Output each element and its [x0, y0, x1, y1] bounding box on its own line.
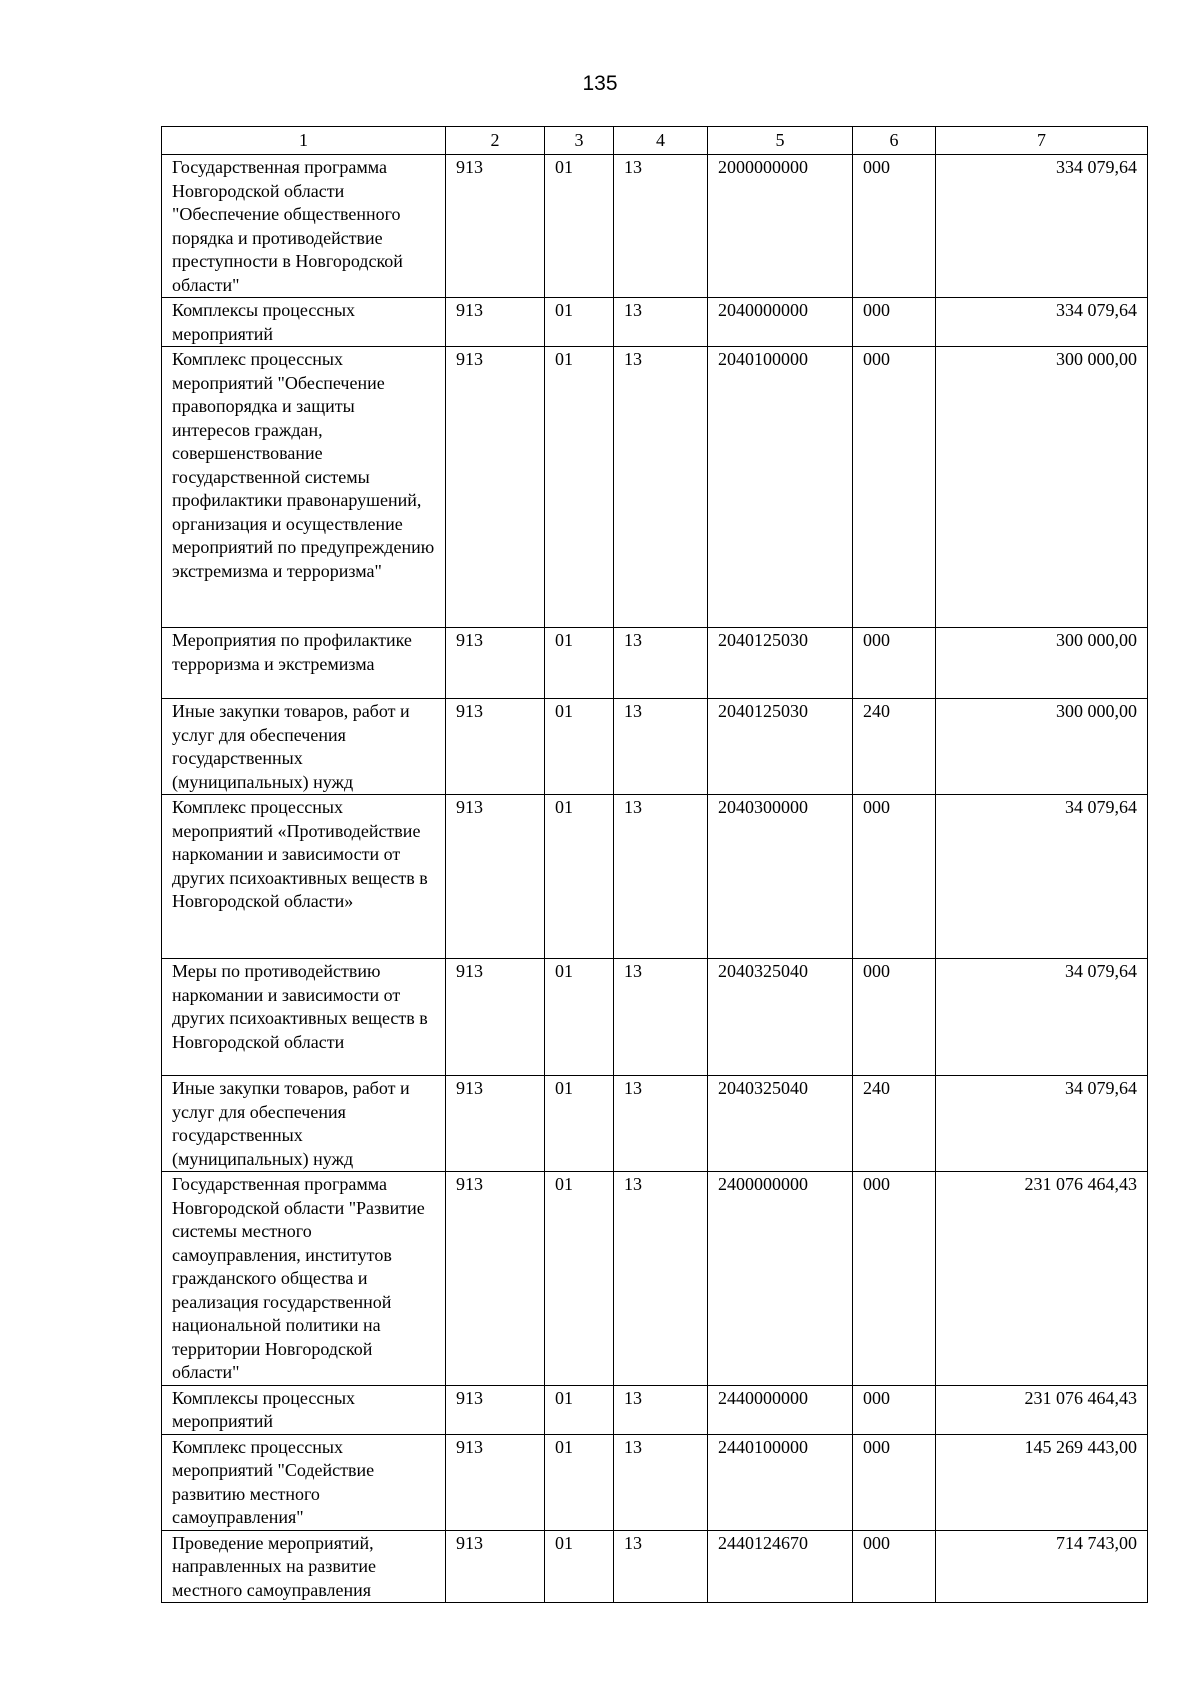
row-subsection: 13	[614, 347, 708, 628]
table-row	[162, 1530, 1148, 1603]
row-target-article: 2000000000	[708, 155, 853, 298]
row-section: 01	[545, 628, 614, 699]
row-name: Государственная программа Новгородской области "Развитие системы местного самоуправления, институтов гражданского общества и реализация государственной национальной политики на территории Новгородской области"	[162, 1172, 446, 1386]
row-grbs: 913	[446, 959, 545, 1076]
row-name: Комплекс процессных мероприятий "Обеспечение правопорядка и защиты интересов граждан, совершенствование государственной системы профилактики правонарушений, организация и осуществление мероприятий по предупреждению экстремизма и терроризма"	[162, 347, 446, 628]
row-expense-type: 240	[853, 1076, 936, 1172]
row-name: Комплексы процессных мероприятий	[162, 298, 446, 347]
table-row	[162, 795, 1148, 959]
row-subsection: 13	[614, 1076, 708, 1172]
row-section: 01	[545, 298, 614, 347]
row-section: 01	[545, 1385, 614, 1434]
row-name: Комплекс процессных мероприятий «Противодействие наркомании и зависимости от других психоактивных веществ в Новгородской области»	[162, 795, 446, 959]
row-grbs: 913	[446, 628, 545, 699]
row-name: Иные закупки товаров, работ и услуг для обеспечения государственных (муниципальных) нужд	[162, 1076, 446, 1172]
row-expense-type: 000	[853, 298, 936, 347]
row-section: 01	[545, 1434, 614, 1530]
table-row	[162, 959, 1148, 1076]
row-target-article: 2400000000	[708, 1172, 853, 1386]
row-subsection: 13	[614, 959, 708, 1076]
table-header-row	[162, 127, 1148, 155]
row-subsection: 13	[614, 1434, 708, 1530]
row-target-article: 2440124670	[708, 1530, 853, 1603]
row-target-article: 2040300000	[708, 795, 853, 959]
row-amount: 714 743,00	[936, 1530, 1148, 1603]
table-row	[162, 1076, 1148, 1172]
row-amount: 300 000,00	[936, 347, 1148, 628]
column-header: 6	[853, 127, 936, 155]
row-name: Меры по противодействию наркомании и зависимости от других психоактивных веществ в Новгородской области	[162, 959, 446, 1076]
row-section: 01	[545, 699, 614, 795]
row-grbs: 913	[446, 155, 545, 298]
row-grbs: 913	[446, 699, 545, 795]
row-expense-type: 000	[853, 959, 936, 1076]
row-subsection: 13	[614, 1172, 708, 1386]
row-expense-type: 000	[853, 1172, 936, 1386]
row-expense-type: 000	[853, 347, 936, 628]
table-row	[162, 1385, 1148, 1434]
row-target-article: 2040325040	[708, 959, 853, 1076]
column-header: 3	[545, 127, 614, 155]
row-subsection: 13	[614, 795, 708, 959]
row-target-article: 2040125030	[708, 628, 853, 699]
budget-table	[161, 126, 1148, 1603]
table-row	[162, 155, 1148, 298]
row-expense-type: 240	[853, 699, 936, 795]
table-row	[162, 628, 1148, 699]
table-row	[162, 699, 1148, 795]
row-amount: 300 000,00	[936, 628, 1148, 699]
table-row	[162, 298, 1148, 347]
row-section: 01	[545, 155, 614, 298]
row-amount: 34 079,64	[936, 959, 1148, 1076]
row-section: 01	[545, 959, 614, 1076]
column-header: 4	[614, 127, 708, 155]
row-section: 01	[545, 1076, 614, 1172]
row-subsection: 13	[614, 699, 708, 795]
row-amount: 231 076 464,43	[936, 1172, 1148, 1386]
row-name: Комплекс процессных мероприятий "Содействие развитию местного самоуправления"	[162, 1434, 446, 1530]
table-row	[162, 347, 1148, 628]
row-amount: 34 079,64	[936, 795, 1148, 959]
row-expense-type: 000	[853, 1385, 936, 1434]
row-target-article: 2040125030	[708, 699, 853, 795]
row-section: 01	[545, 1530, 614, 1603]
row-subsection: 13	[614, 1530, 708, 1603]
row-grbs: 913	[446, 1172, 545, 1386]
column-header: 5	[708, 127, 853, 155]
row-grbs: 913	[446, 1434, 545, 1530]
row-subsection: 13	[614, 298, 708, 347]
row-section: 01	[545, 347, 614, 628]
row-amount: 34 079,64	[936, 1076, 1148, 1172]
row-subsection: 13	[614, 628, 708, 699]
row-name: Мероприятия по профилактике терроризма и экстремизма	[162, 628, 446, 699]
row-expense-type: 000	[853, 1530, 936, 1603]
row-grbs: 913	[446, 347, 545, 628]
row-section: 01	[545, 795, 614, 959]
column-header: 7	[936, 127, 1148, 155]
table-row	[162, 1434, 1148, 1530]
row-grbs: 913	[446, 1076, 545, 1172]
column-header: 2	[446, 127, 545, 155]
row-expense-type: 000	[853, 795, 936, 959]
row-name: Проведение мероприятий, направленных на развитие местного самоуправления	[162, 1530, 446, 1603]
row-expense-type: 000	[853, 628, 936, 699]
row-subsection: 13	[614, 1385, 708, 1434]
row-amount: 334 079,64	[936, 155, 1148, 298]
row-grbs: 913	[446, 1385, 545, 1434]
row-name: Комплексы процессных мероприятий	[162, 1385, 446, 1434]
row-target-article: 2040325040	[708, 1076, 853, 1172]
row-subsection: 13	[614, 155, 708, 298]
row-target-article: 2040000000	[708, 298, 853, 347]
row-grbs: 913	[446, 1530, 545, 1603]
row-amount: 231 076 464,43	[936, 1385, 1148, 1434]
row-target-article: 2440000000	[708, 1385, 853, 1434]
row-amount: 300 000,00	[936, 699, 1148, 795]
row-amount: 334 079,64	[936, 298, 1148, 347]
table-row	[162, 1172, 1148, 1386]
row-name: Иные закупки товаров, работ и услуг для обеспечения государственных (муниципальных) нужд	[162, 699, 446, 795]
row-grbs: 913	[446, 298, 545, 347]
column-header: 1	[162, 127, 446, 155]
row-target-article: 2440100000	[708, 1434, 853, 1530]
row-grbs: 913	[446, 795, 545, 959]
page-number: 135	[582, 72, 618, 95]
row-expense-type: 000	[853, 1434, 936, 1530]
row-section: 01	[545, 1172, 614, 1386]
row-target-article: 2040100000	[708, 347, 853, 628]
row-name: Государственная программа Новгородской области "Обеспечение общественного порядка и противодействие преступности в Новгородской области"	[162, 155, 446, 298]
row-amount: 145 269 443,00	[936, 1434, 1148, 1530]
row-expense-type: 000	[853, 155, 936, 298]
